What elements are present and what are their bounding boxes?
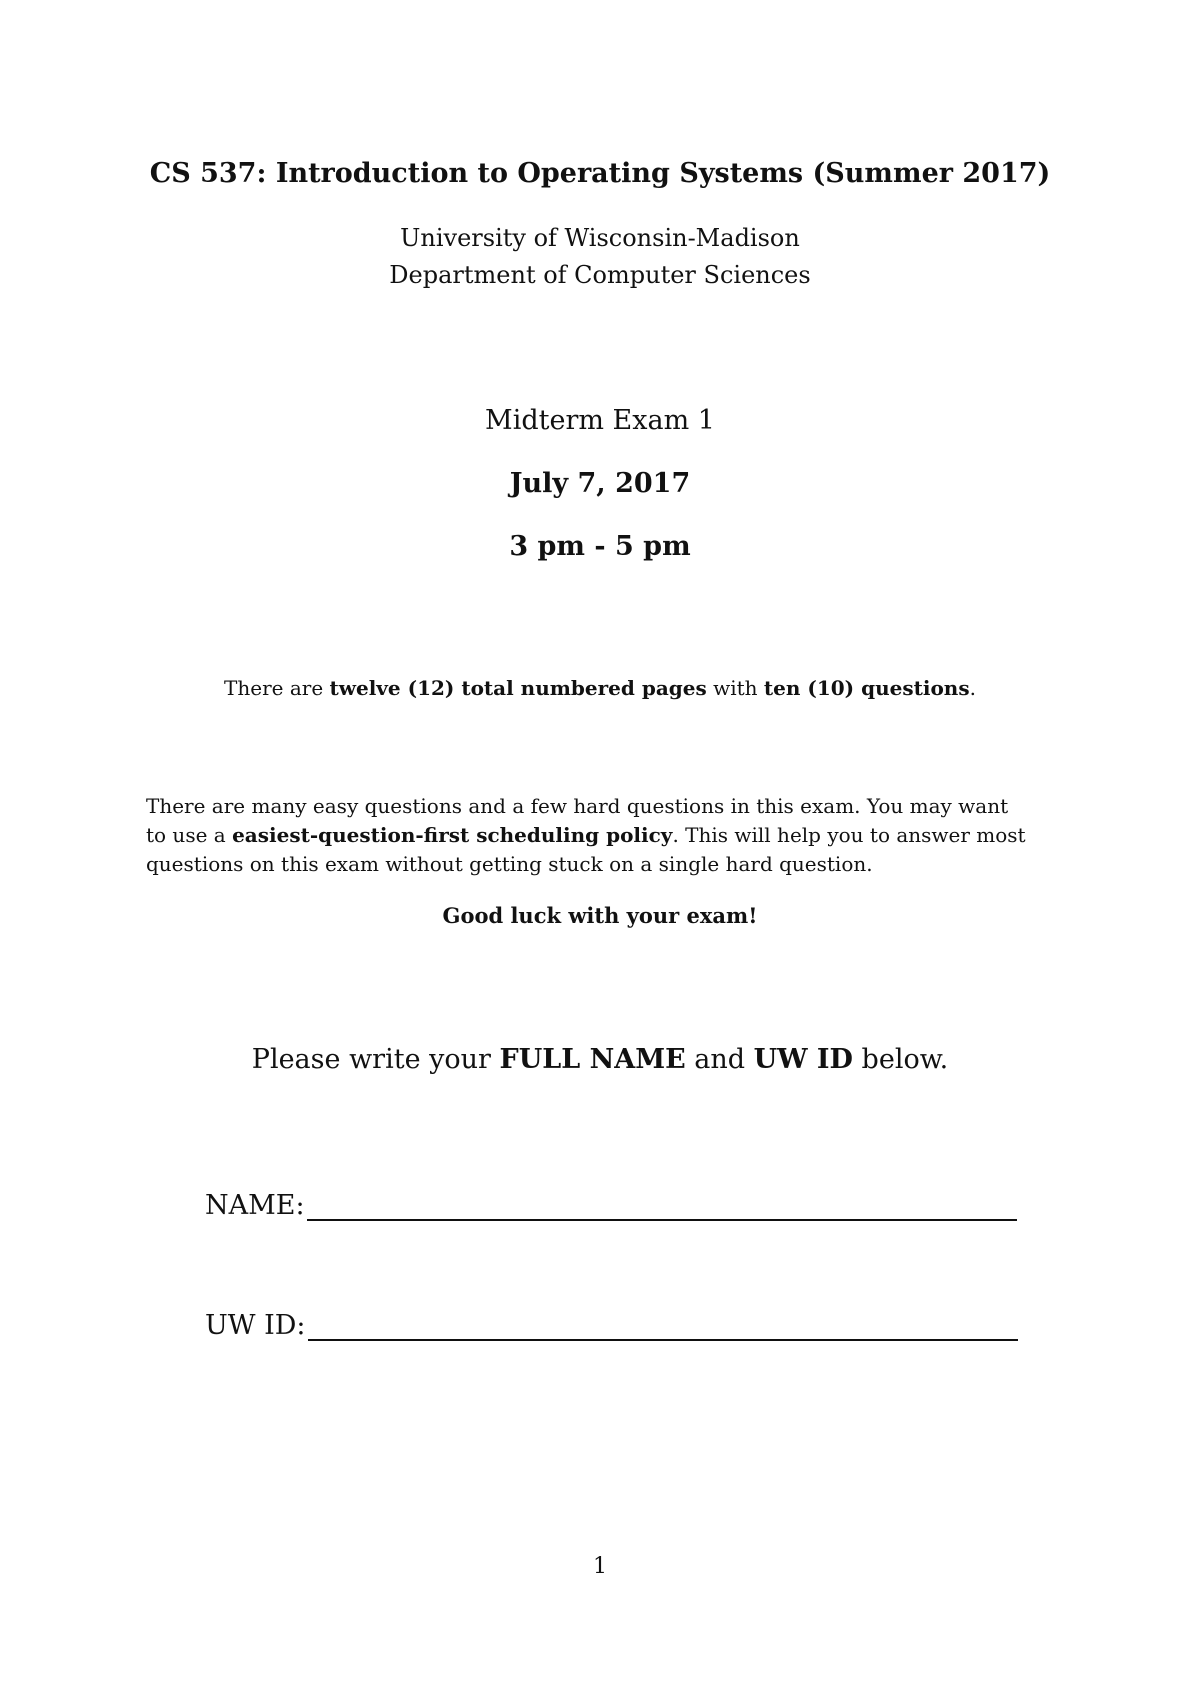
instruction-text: below. bbox=[852, 1044, 949, 1075]
uw-id-field bbox=[205, 1310, 1018, 1341]
exam-time: 3 pm - 5 pm bbox=[509, 531, 691, 562]
uw-id-label: UW ID: bbox=[205, 1310, 306, 1341]
uw-id-blank-line[interactable] bbox=[308, 1315, 1018, 1341]
advice-text: to use a bbox=[146, 823, 233, 847]
pages-note bbox=[0, 676, 1200, 700]
instruction-text: and bbox=[685, 1044, 754, 1075]
page-number: 1 bbox=[593, 1554, 607, 1579]
good-luck-message: Good luck with your exam! bbox=[442, 903, 758, 928]
name-label: NAME: bbox=[205, 1190, 305, 1221]
advice-paragraph bbox=[146, 792, 1066, 879]
exam-date: July 7, 2017 bbox=[509, 468, 691, 499]
department-name: Department of Computer Sciences bbox=[389, 261, 811, 289]
advice-line: There are many easy questions and a few hard questions in this exam. You may want bbox=[146, 794, 1009, 818]
course-title: CS 537: Introduction to Operating Systems (Summer 2017) bbox=[149, 158, 1051, 189]
full-name-emphasis: FULL NAME bbox=[499, 1044, 686, 1075]
exam-name: Midterm Exam 1 bbox=[485, 405, 715, 436]
advice-line bbox=[146, 821, 1066, 850]
university-name: University of Wisconsin-Madison bbox=[400, 224, 800, 252]
name-field bbox=[205, 1190, 1017, 1221]
advice-line: questions on this exam without getting stuck on a single hard question. bbox=[146, 852, 873, 876]
instruction-text: Please write your bbox=[251, 1044, 500, 1075]
uw-id-emphasis: UW ID bbox=[753, 1044, 853, 1075]
questions-count: ten (10) questions bbox=[763, 676, 970, 700]
name-blank-line[interactable] bbox=[307, 1195, 1017, 1221]
instruction bbox=[0, 1044, 1200, 1075]
pages-note-text: with bbox=[706, 676, 764, 700]
scheduling-policy: easiest-question-first scheduling policy bbox=[232, 823, 673, 847]
pages-note-text: . bbox=[969, 676, 976, 700]
pages-count: twelve (12) total numbered pages bbox=[329, 676, 707, 700]
advice-text: . This will help you to answer most bbox=[672, 823, 1026, 847]
pages-note-text: There are bbox=[224, 676, 330, 700]
